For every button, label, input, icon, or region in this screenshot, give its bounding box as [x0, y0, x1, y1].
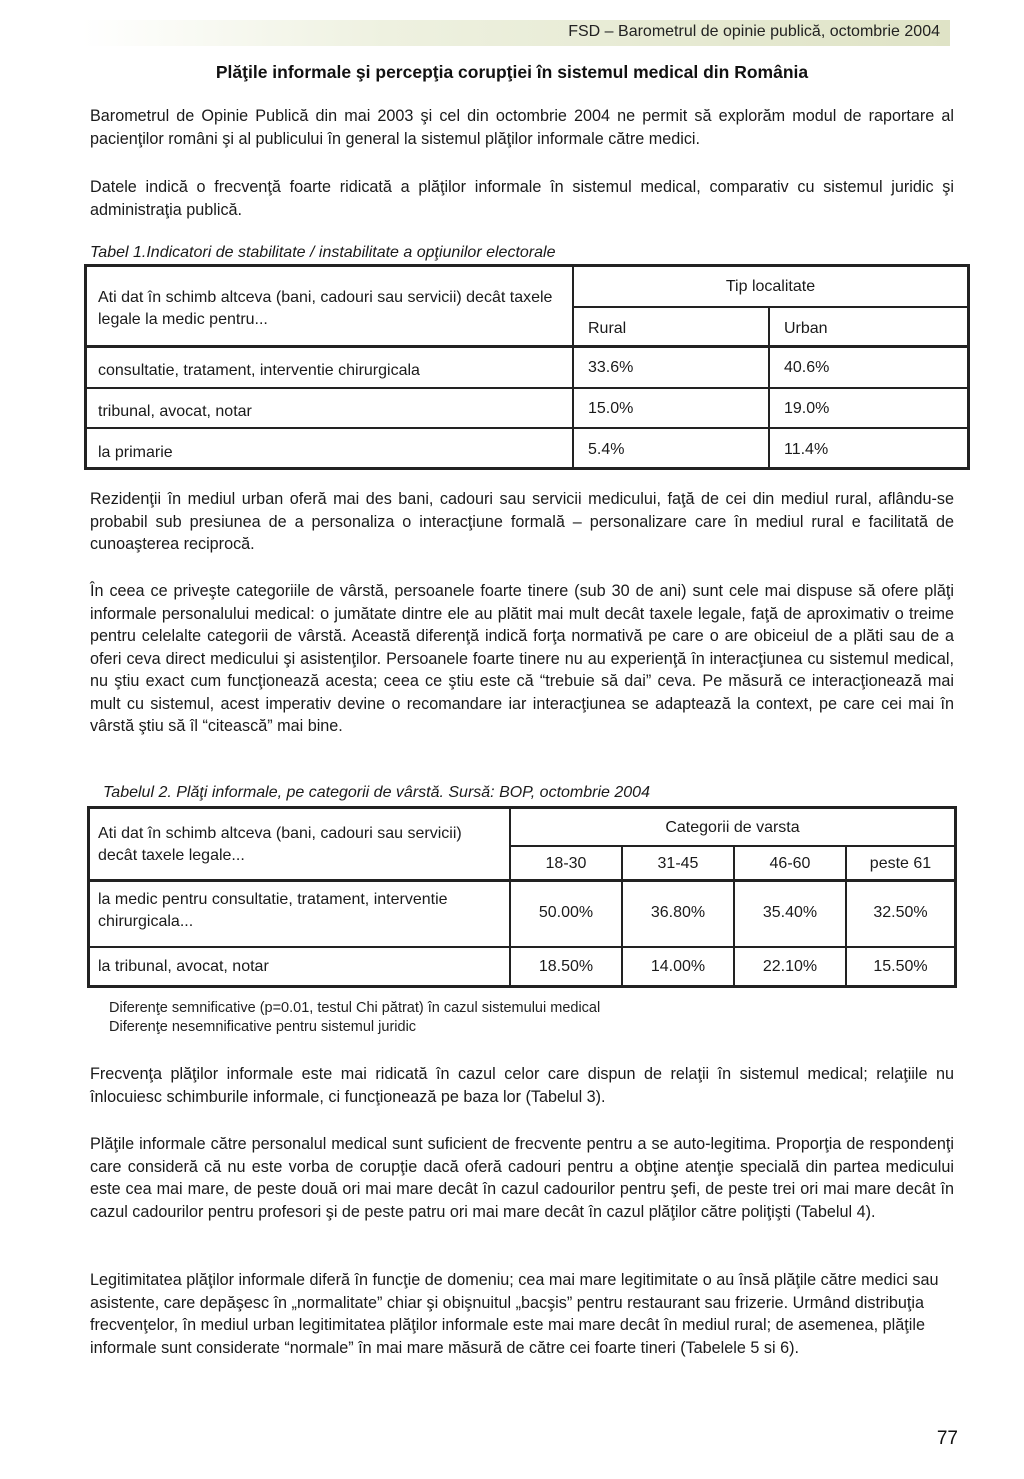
table2-col-peste-61: peste 61: [869, 855, 932, 872]
table2-cell: 35.40%: [762, 904, 818, 921]
paragraph-legitimacy-domain: Legitimitatea plăţilor informale diferă în funcţie de domeniu; cea mai mare legitimitate o au însă plăţile către medici sau asistente, care depăşesc în „normalitate” chiar şi obişnuitul „bacşis” pentru restaurant sau frizerie. Urmând distribuţia frecvenţelor, în mediul urban legitimitatea plăţilor informale este mai mare decât în mediul rural; de asemenea, plăţile informale sunt considerate “normale” în mai mare măsură de către cei foarte tineri (Tabelele 5 si 6).: [90, 1271, 939, 1357]
table2-cell: 15.50%: [873, 958, 928, 975]
table1-group-header: Tip localitate: [725, 278, 816, 295]
paragraph-age-categories: În ceea ce priveşte categoriile de vârstă, persoanele foarte tinere (sub 30 de ani) sunt cele mai dispuse să ofere plăţi informale personalului medical: o jumătate dintre ele au plătit mai mult decât taxele legale, faţă de aproximativ o treime pentru celelalte categorii de vârstă. Această diferenţă indică forţa normativă pe care o are obiceiul de a plăti sau de a oferi ceva direct medicului şi asistenţilor. Persoanele foarte tinere nu au experienţă în interacţiunea cu sistemul medical, nu ştiu exact cum funcţionează acesta; ceea ce ştiu este că “trebuie să dai” ceva. Pe măsură ce interacţionează mai mult cu sistemul, acest imperativ devine o recomandare iar interacţiunea se adaptează la context, pe care cei mai în vârstă ştiu să îl “citească” mai bine.: [90, 582, 954, 735]
table1-row-label: tribunal, avocat, notar: [98, 403, 252, 420]
table2-row-label: la tribunal, avocat, notar: [98, 958, 269, 975]
table1-cell: 15.0%: [588, 400, 634, 417]
table2-divider: [90, 946, 954, 948]
paragraph-frequency: Datele indică o frecvenţă foarte ridicată a plăţilor informale în sistemul medical, comparativ cu sistemul juridic şi administraţia publică.: [90, 178, 954, 219]
table2-cell: 14.00%: [650, 958, 706, 975]
table1-caption: Tabel 1.Indicatori de stabilitate / instabilitate a opţiunilor electorale: [90, 244, 556, 261]
paragraph-relations: Frecvenţa plăţilor informale este mai ridicată în cazul celor care dispun de relaţii în sistemul medical; relaţiile nu înlocuiesc schimburile informale, ci funcţionează pe baza lor (Tabelul 3).: [90, 1065, 954, 1106]
table2-cell: 36.80%: [650, 904, 706, 921]
table1-cell: 11.4%: [784, 441, 829, 458]
table1-col-rural: Rural: [588, 320, 627, 337]
table1: [84, 264, 970, 470]
paragraph-intro: Barometrul de Opinie Publică din mai 2003 şi cel din octombrie 2004 ne permit să explorăm modul de raportare al pacienţilor români şi al publicului în general la sistemul plăţilor informale către medici.: [90, 107, 954, 148]
table2-note: Diferenţe nesemnificative pentru sistemul juridic: [109, 1019, 417, 1035]
table2-note: Diferenţe semnificative (p=0.01, testul Chi pătrat) în cazul sistemului medical: [109, 1000, 601, 1016]
table2-divider: [90, 879, 954, 882]
table1-row-label: la primarie: [98, 444, 173, 461]
table2-group-header: Categorii de varsta: [665, 819, 800, 836]
table1-divider: [87, 345, 967, 348]
table1-cell: 33.6%: [588, 359, 634, 376]
table2-row-label: la medic pentru consultatie, tratament, interventie chirurgicala...: [98, 891, 448, 930]
table1-divider: [572, 306, 967, 308]
table2-col-31-45: 31-45: [657, 855, 699, 872]
table2-cell: 22.10%: [762, 958, 818, 975]
table2-caption: Tabelul 2. Plăţi informale, pe categorii de vârstă. Sursă: BOP, octombrie 2004: [103, 784, 650, 801]
running-header: [82, 20, 950, 46]
table1-cell: 40.6%: [784, 359, 830, 376]
table2-question: Ati dat în schimb altceva (bani, cadouri sau servicii) decât taxele legale...: [98, 825, 462, 864]
table2-cell: 18.50%: [538, 958, 594, 975]
table1-divider: [87, 427, 967, 429]
table2-cell: 32.50%: [873, 904, 928, 921]
paragraph-legitimation: Plăţile informale către personalul medical sunt suficient de frecvente pentru a se auto-legitima. Proporţia de respondenţi care consideră că nu este vorba de corupţie dacă oferă cadouri pentru a obţine atenţie specială din partea medicului este cea mai mare, de peste două ori mai mare decât în cazul cadourilor pentru şefi, de peste trei ori mai mare decât în cazul cadourilor pentru profesori şi de peste patru ori mai mare decât în cazul plăţilor către poliţişti (Tabelul 4).: [90, 1135, 954, 1221]
paragraph-urban-rural: Rezidenţii în mediul urban oferă mai des bani, cadouri sau servicii medicului, faţă de cei din mediul rural, aflându-se probabil sub presiunea de a personaliza o interacţiune formală – personalizare care în mediul rural e facilitată de cunoaşterea reciprocă.: [90, 490, 954, 553]
table1-row-label: consultatie, tratament, interventie chirurgicala: [98, 362, 420, 379]
page-title: Plăţile informale şi percepţia corupţiei în sistemul medical din România: [215, 62, 809, 82]
table1-divider: [87, 387, 967, 389]
table1-question: Ati dat în schimb altceva (bani, cadouri sau servicii) decât taxele legale la medic pentru...: [98, 289, 553, 328]
table2-col-18-30: 18-30: [545, 855, 587, 872]
page-number: 77: [936, 1428, 958, 1449]
table2-cell: 50.00%: [538, 904, 594, 921]
running-header-text: FSD – Barometrul de opinie publică, octombrie 2004: [568, 23, 940, 40]
table2-col-46-60: 46-60: [769, 855, 811, 872]
table1-cell: 5.4%: [588, 441, 625, 458]
table2: [87, 806, 957, 988]
table1-col-urban: Urban: [784, 320, 828, 337]
table1-cell: 19.0%: [784, 400, 830, 417]
table2-divider: [509, 845, 954, 847]
